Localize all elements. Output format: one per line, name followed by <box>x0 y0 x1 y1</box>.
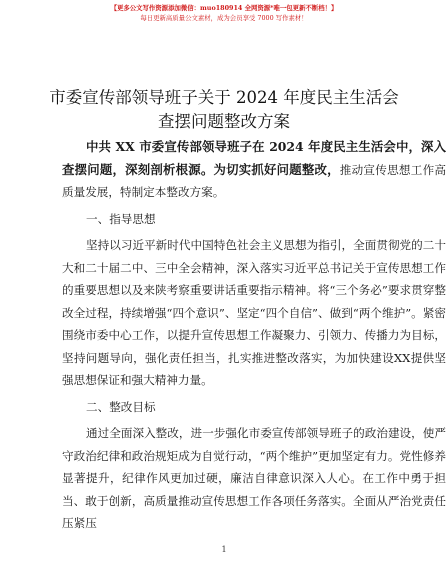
document-body <box>62 136 446 535</box>
section1-paragraph: 坚持以习近平新时代中国特色社会主义思想为指引，全面贯彻党的二十大和二十届二中、三中全会精神，深入落实习近平总书记关于宣传思想工作的重要思想以及来陕考察重要讲话重要指示精神。将“三个务必”要求贯穿整改全过程，持续增强“四个意识”、坚定“四个自信”、做到“两个维护”。紧密围绕市委中心工作，以提升宣传思想工作凝聚力、引领力、传播力为目标，坚持问题导向，强化责任担当，扎实推进整改落实，为加快建设XX提供坚强思想保证和强大精神力量。 <box>62 238 446 387</box>
section2-paragraph: 通过全面深入整改，进一步强化市委宣传部领导班子的政治建设，使严守政治纪律和政治规矩成为自觉行动，“两个维护”更加坚定有力。党性修养显著提升，纪律作风更加过硬，廉洁自律意识深入人心。在工作中勇于担当、敢于创新，高质量推动宣传思想工作各项任务落实。全面从严治党责任压紧压 <box>62 426 446 530</box>
title-line1: 市委宣传部领导班子关于 2024 年度民主生活会 <box>49 88 399 107</box>
promo-banner <box>0 3 448 23</box>
intro-bold-text: 中共 XX 市委宣传部领导班子在 2024 年度民主生活会中，深入查摆问题，深刻剖析根源。为切实抓好问题整改， <box>62 139 446 177</box>
title-line2: 查摆问题整改方案 <box>158 112 290 131</box>
intro-paragraph <box>62 136 446 204</box>
document-title <box>0 86 448 134</box>
promo-banner-line1: 【更多公文写作资源添加微信：muo180914 全网资源*唯一包更新不断档！】 <box>110 4 338 12</box>
promo-banner-line2: 每日更新高质量公文素材，成为会员享受 7000 写作素材！ <box>140 14 308 22</box>
page-number: 1 <box>221 545 227 554</box>
section2-heading: 二、整改目标 <box>86 399 156 414</box>
intro-text: 推动宣传思想工作高质量发展，特制定本整改方案。 <box>62 162 446 199</box>
section1-heading: 一、指导思想 <box>86 211 156 226</box>
